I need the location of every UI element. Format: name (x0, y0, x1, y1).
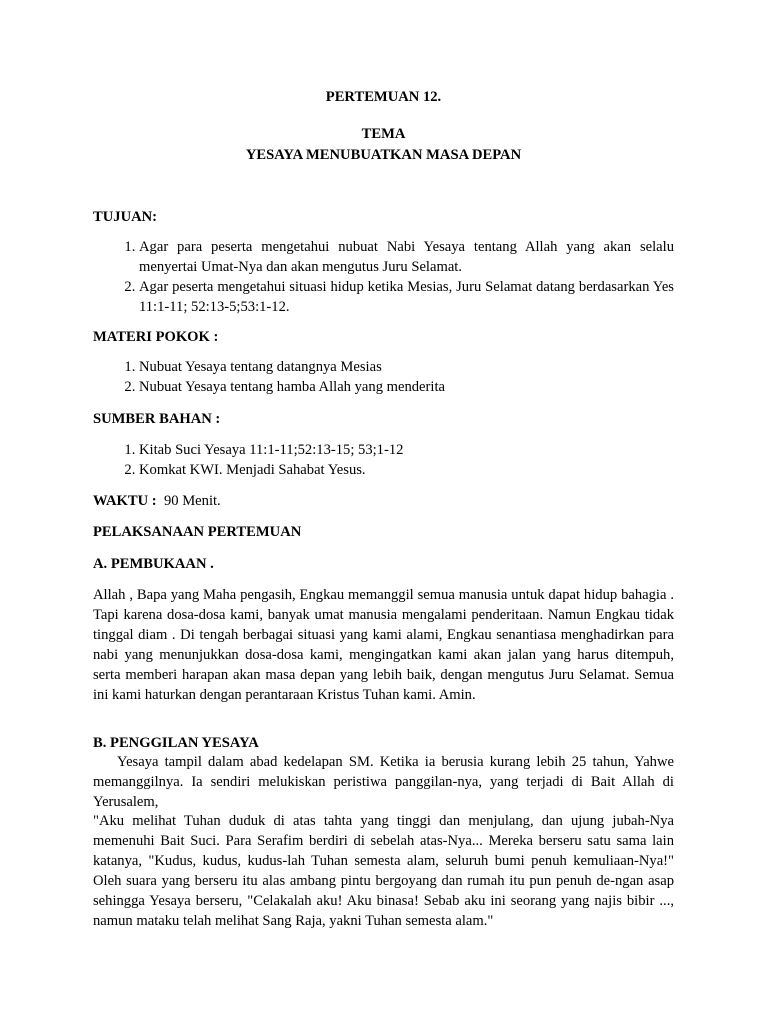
waktu-value: 90 Menit. (163, 493, 221, 509)
document-title: PERTEMUAN 12. (325, 89, 442, 105)
tema-label: TEMA (361, 126, 406, 142)
tujuan-list (93, 237, 674, 317)
waktu-label: WAKTU : (93, 493, 157, 509)
materi-list (93, 357, 674, 397)
pembukaan-heading: A. PEMBUKAAN . (93, 556, 214, 572)
sumber-heading: SUMBER BAHAN : (93, 411, 221, 427)
sumber-list (93, 440, 674, 480)
list-item: 1. Nubuat Yesaya tentang datangnya Mesias (139, 357, 674, 377)
penggilan-heading: B. PENGGILAN YESAYA (93, 735, 259, 751)
list-item: 2. Komkat KWI. Menjadi Sahabat Yesus. (139, 460, 674, 480)
list-item: 1. Agar para peserta mengetahui nubuat Nabi Yesaya tentang Allah yang akan selalu menyertai Umat-Nya dan akan mengutus Juru Selamat. (139, 237, 674, 277)
tujuan-heading: TUJUAN: (93, 209, 158, 225)
penggilan-intro: Yesaya tampil dalam abad kedelapan SM. Ketika ia berusia kurang lebih 25 tahun, Yahwe memanggilnya. Ia sendiri melukiskan peristiwa panggilan-nya, yang terjadi di Bait Allah di Yerusalem, (93, 754, 674, 810)
list-item: 2. Nubuat Yesaya tentang hamba Allah yang menderita (139, 377, 674, 397)
materi-heading: MATERI POKOK : (93, 329, 219, 345)
penggilan-quote: "Aku melihat Tuhan duduk di atas tahta yang tinggi dan menjulang, dan ujung jubah-Nya memenuhi Bait Suci. Para Serafim berdiri di sebelah atas-Nya... Mereka berseru satu sama lain katanya, "Kudus, kudus, kudus-lah Tuhan semesta alam, seluruh bumi penuh kemuliaan-Nya!" Oleh suara yang berseru itu alas ambang pintu bergoyang dan rumah itu pun penuh de-ngan asap sehingga Yesaya berseru, "Celakalah aku! Aku binasa! Sebab aku ini seorang yang najis bibir ..., namun mataku telah melihat Sang Raja, yakni Tuhan semesta alam." (93, 813, 674, 929)
list-item: 2. Agar peserta mengetahui situasi hidup ketika Mesias, Juru Selamat datang berdasarkan Yes 11:1-11; 52:13-5;53:1-12. (139, 277, 674, 317)
pembukaan-prayer: Allah , Bapa yang Maha pengasih, Engkau memanggil semua manusia untuk dapat hidup bahagia . Tapi karena dosa-dosa kami, banyak umat manusia mengalami penderitaan. Namun Engkau tidak tinggal diam . Di tengah berbagai situasi yang kami alami, Engkau senantiasa menghadirkan para nabi yang menunjukkan dosa-dosa kami, mengingatkan kami akan jalan yang harus ditempuh, serta memberi harapan akan masa depan yang lebih baik, dengan mengutus Juru Selamat. Semua ini kami haturkan dengan perantaraan Kristus Tuhan kami. Amin. (93, 587, 674, 703)
list-item: 1. Kitab Suci Yesaya 11:1-11;52:13-15; 53;1-12 (139, 440, 674, 460)
waktu-line (93, 491, 221, 511)
pelaksanaan-heading: PELAKSANAAN PERTEMUAN (93, 524, 302, 540)
tema-text: YESAYA MENUBUATKAN MASA DEPAN (245, 147, 522, 163)
